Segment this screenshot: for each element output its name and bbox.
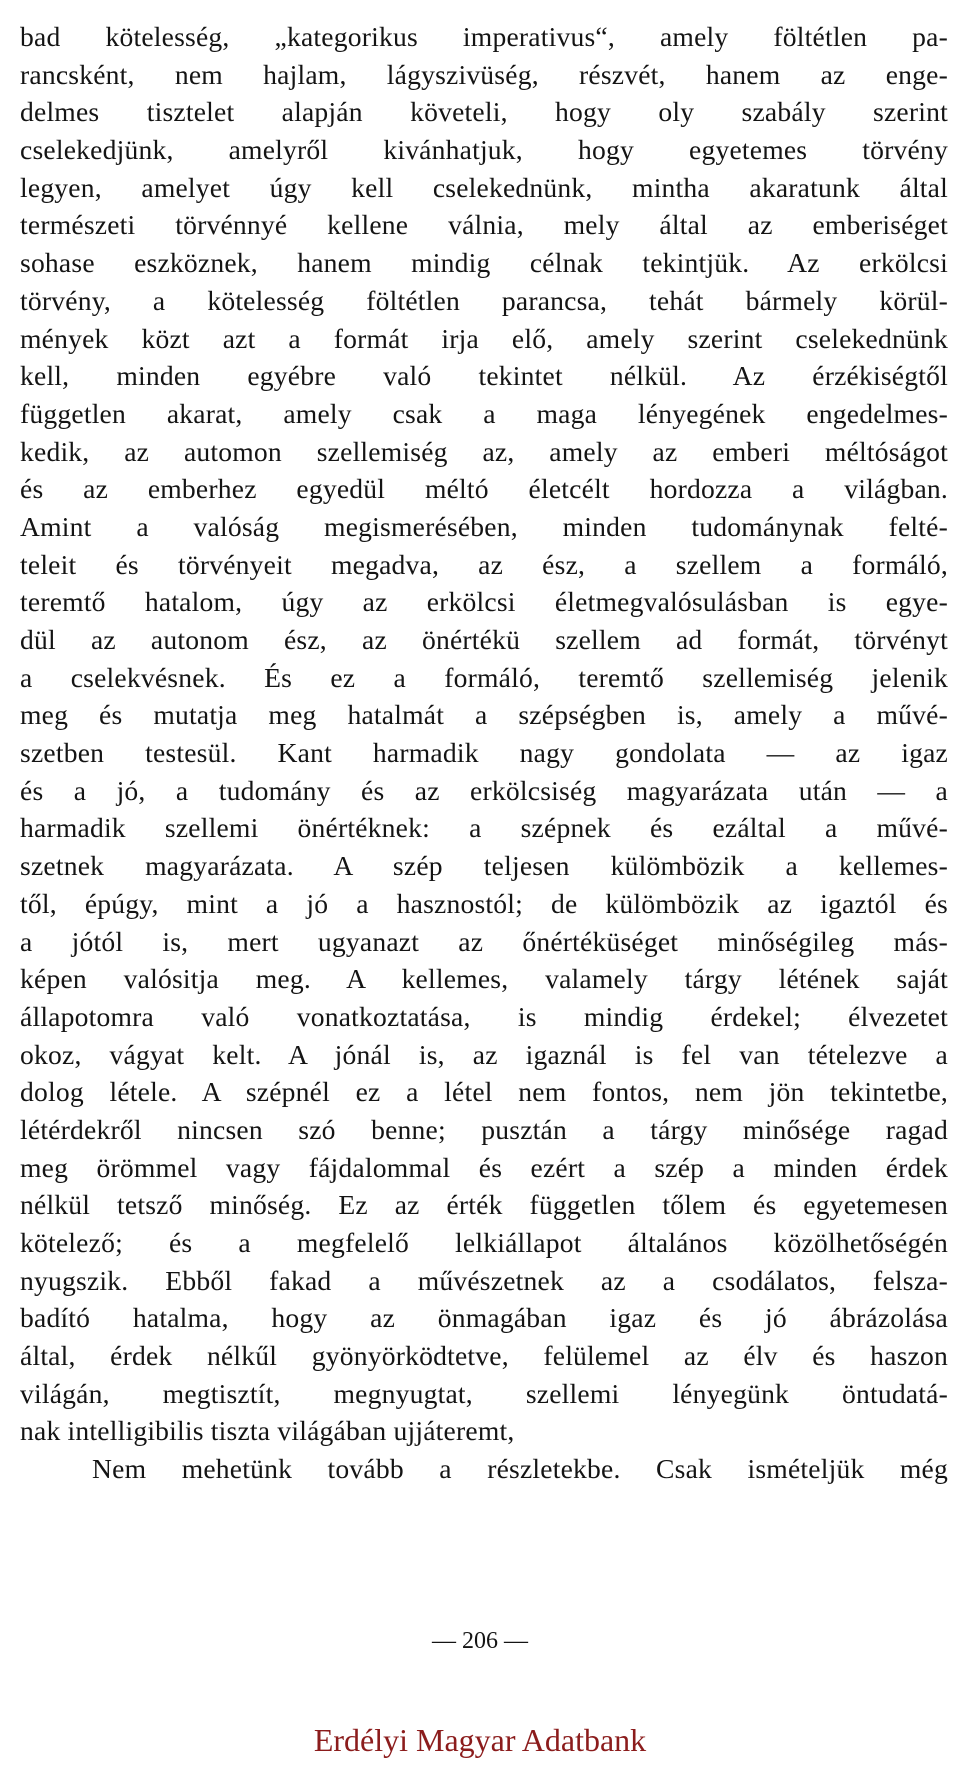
text-line: teleit és törvényeit megadva, az ész, a szellem a formáló,	[20, 548, 948, 580]
text-line: nyugszik. Ebből fakad a művészetnek az a csodálatos, felsza-	[20, 1264, 948, 1296]
text-line: állapotomra való vonatkoztatása, is mindig érdekel; élvezetet	[20, 1000, 948, 1032]
text-line: világán, megtisztít, megnyugtat, szellemi lényegünk öntudatá-	[20, 1377, 948, 1409]
text-line: től, épúgy, mint a jó a hasznostól; de külömbözik az igaztól és	[20, 887, 948, 919]
text-line: rancsként, nem hajlam, lágyszivüség, részvét, hanem az enge-	[20, 58, 948, 90]
text-line: a jótól is, mert ugyanazt az őnértéküséget minőségileg más-	[20, 925, 948, 957]
text-line: cselekedjünk, amelyről kivánhatjuk, hogy egyetemes törvény	[20, 134, 948, 166]
text-line: kedik, az automon szellemiség az, amely az emberi méltóságot	[20, 435, 948, 467]
page-number: — 206 —	[432, 1628, 528, 1654]
text-line: delmes tisztelet alapján követeli, hogy oly szabály szerint	[20, 96, 948, 128]
text-line: kell, minden egyébre való tekintet nélkül. Az érzékiségtől	[20, 360, 948, 392]
body-text	[20, 18, 948, 1488]
text-line: nélkül tetsző minőség. Ez az érték független tőlem és egyetemesen	[20, 1189, 948, 1221]
text-line: bad kötelesség, „kategorikus imperativus“, amely föltétlen pa-	[20, 21, 948, 52]
text-line: kötelező; és a megfelelő lelkiállapot általános közölhetőségén	[20, 1227, 948, 1258]
text-line: képen valósitja meg. A kellemes, valamely tárgy létének saját	[20, 963, 948, 995]
paragraph-first-line: Nem mehetünk tovább a részletekbe. Csak ismételjük még	[92, 1453, 948, 1485]
text-line: meg és mutatja meg hatalmát a szépségben is, amely a művé-	[20, 699, 948, 731]
watermark: Erdélyi Magyar Adatbank	[313, 1722, 647, 1758]
text-line: Amint a valóság megismerésében, minden tudománynak felté-	[20, 510, 948, 542]
text-line: létérdekről nincsen szó benne; pusztán a tárgy minősége ragad	[20, 1113, 948, 1145]
text-line: által, érdek nélkűl gyönyörködtetve, felülemel az élv és haszon	[20, 1340, 948, 1372]
text-line: és az emberhez egyedül méltó életcélt hordozza a világban.	[20, 473, 948, 505]
text-line: természeti törvénnyé kellene válnia, mely által az emberiséget	[20, 209, 948, 241]
text-line: szetnek magyarázata. A szép teljesen külömbözik a kellemes-	[20, 850, 948, 882]
text-line: törvény, a kötelesség föltétlen parancsa, tehát bármely körül-	[20, 284, 948, 316]
text-line: sohase eszköznek, hanem mindig célnak tekintjük. Az erkölcsi	[20, 247, 948, 279]
text-line: szetben testesül. Kant harmadik nagy gondolata — az igaz	[20, 737, 948, 769]
text-line: teremtő hatalom, úgy az erkölcsi életmegvalósulásban is egye-	[20, 586, 948, 618]
text-line: legyen, amelyet úgy kell cselekednünk, mintha akaratunk által	[20, 171, 948, 203]
text-line: harmadik szellemi önértéknek: a szépnek és ezáltal a művé-	[20, 812, 948, 844]
text-line: és a jó, a tudomány és az erkölcsiség magyarázata után — a	[20, 774, 948, 806]
text-line: független akarat, amely csak a maga lényegének engedelmes-	[20, 397, 948, 429]
text-line: mények közt azt a formát irja elő, amely szerint cselekednünk	[20, 322, 948, 354]
paragraph-end-line: nak intelligibilis tiszta világában ujjáteremt,	[20, 1415, 515, 1447]
text-line: a cselekvésnek. És ez a formáló, teremtő szellemiség jelenik	[20, 661, 948, 693]
text-line: okoz, vágyat kelt. A jónál is, az igaznál is fel van tételezve a	[20, 1038, 948, 1070]
text-line: meg örömmel vagy fájdalommal és ezért a szép a minden érdek	[20, 1151, 948, 1183]
text-line: dül az autonom ész, az önértékü szellem ad formát, törvényt	[20, 624, 948, 655]
text-line: dolog létele. A szépnél ez a létel nem fontos, nem jön tekintetbe,	[20, 1076, 948, 1108]
text-line: badító hatalma, hogy az önmagában igaz és jó ábrázolása	[20, 1302, 948, 1334]
